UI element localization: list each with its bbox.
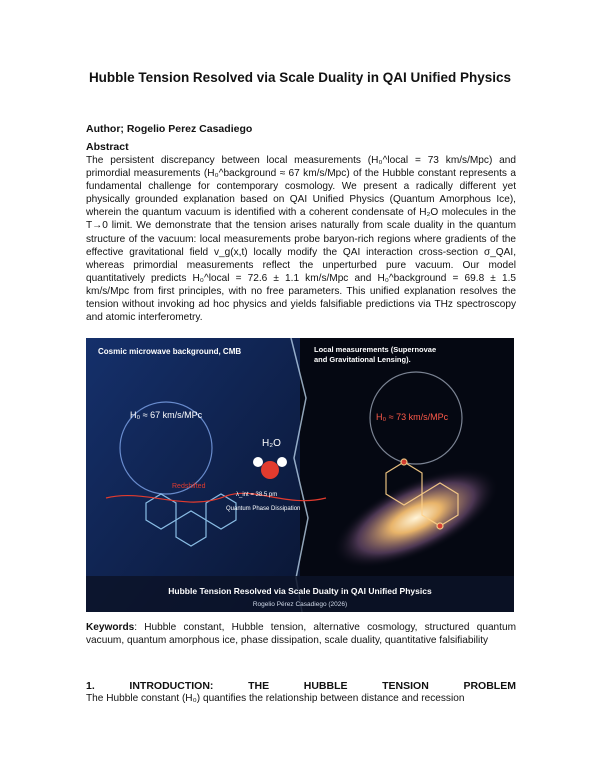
section-heading-word: HUBBLE	[303, 680, 348, 692]
abstract-heading: Abstract	[86, 141, 129, 153]
section-heading	[86, 680, 516, 692]
figure-right-caption-2: and Gravitational Lensing).	[314, 355, 411, 364]
figure-banner-author: Rogelio Pérez Casadiego (2026)	[252, 601, 348, 608]
section-heading-word: INTRODUCTION:	[129, 680, 214, 692]
section-heading-word: 1.	[86, 680, 95, 692]
author-line: Author; Rogelio Perez Casadiego	[86, 123, 253, 135]
section-heading-word: THE	[248, 680, 270, 692]
figure-banner-title: Hubble Tension Resolved via Scale Dualty in QAI Unified Physics	[168, 586, 432, 596]
figure-length-label: λ_int = 38.5 pm	[236, 492, 278, 498]
figure-left-value: H₀ ≈ 67 km/s/MPc	[130, 410, 203, 420]
figure-dissipation-label: Quantum Phase Dissipation	[226, 506, 301, 512]
keywords	[86, 621, 516, 647]
cover-figure	[86, 338, 514, 612]
section-heading-word: TENSION	[382, 680, 429, 692]
paper-title: Hubble Tension Resolved via Scale Duality in QAI Unified Physics	[88, 70, 512, 85]
figure-molecule-label: H₂O	[262, 438, 281, 449]
figure-redshift-label: Redshifted	[172, 483, 206, 490]
body-paragraph: The Hubble constant (H₀) quantifies the relationship between distance and recession	[86, 693, 465, 704]
keywords-label: Keywords	[86, 622, 135, 633]
figure-right-caption-1: Local measurements (Supernovae	[314, 345, 437, 354]
section-heading-word: PROBLEM	[463, 680, 516, 692]
figure-left-caption: Cosmic microwave background, CMB	[98, 347, 242, 356]
keywords-text: : Hubble constant, Hubble tension, alternative cosmology, structured quantum vacuum, quantum amorphous ice, phase dissipation, scale duality, quantitative falsifiability	[86, 622, 516, 647]
figure-right-value: H₀ ≈ 73 km/s/MPc	[376, 412, 449, 422]
figure-art	[86, 338, 514, 612]
abstract-text: The persistent discrepancy between local measurements (H₀^local = 73 km/s/Mpc) and primordial measurements (H₀^background ≈ 67 km/s/Mpc) of the Hubble constant represents a fundamental challenge for contemporary cosmology. We present a radically different yet physically grounded explanation based on QAI Unified Physics (Quantum Amorphous Ice), wherein the quantum vacuum is identified with a coherent condensate of H₂O molecules in the T→0 limit. We demonstrate that the tension arises naturally from scale duality in the quantum structure of the vacuum: local measurements probe baryon-rich regions where gradients of the effective gravitational field v_g(x,t) locally modify the QAI interaction cross-section σ_QAI, whereas primordial measurements reflect the unperturbed pure vacuum. Our model quantitatively predicts H₀^local = 72.6 ± 1.1 km/s/Mpc and H₀^background = 69.8 ± 1.5 km/s/Mpc from first principles, with no free parameters. This unified explanation resolves the tension without invoking ad hoc physics and yields falsifiable predictions via THz spectroscopy and atomic interferometry.	[86, 155, 516, 324]
